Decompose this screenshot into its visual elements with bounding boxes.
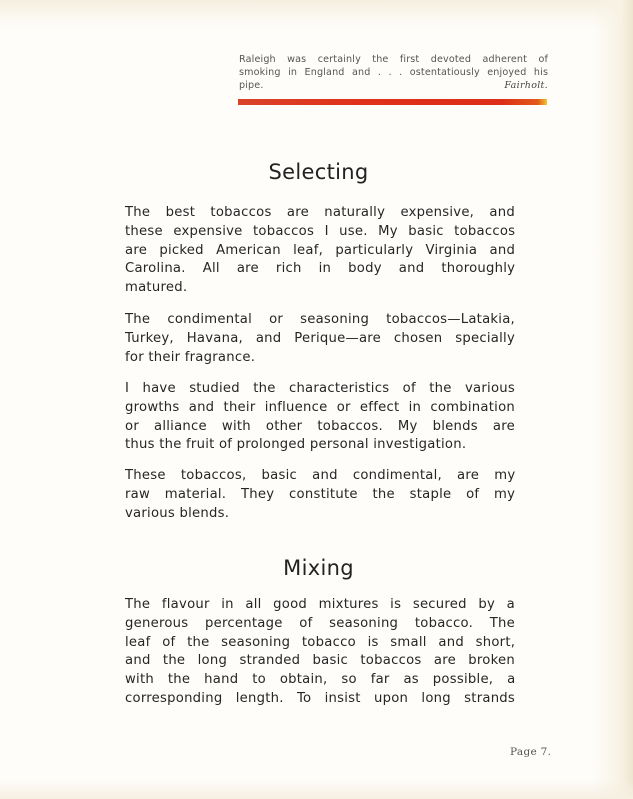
paragraph-line: and the long stranded basic tobaccos are broken [125,653,515,669]
paragraph-line: Turkey, Havana, and Perique—are chosen specially [125,330,515,346]
epigraph-last-line [239,79,548,92]
paragraph [125,467,515,523]
epigraph-line: pipe. [239,80,264,91]
paragraph-line: for their fragrance. [125,349,256,365]
paragraph-line: various blends. [125,505,230,521]
paragraph-line: The best tobaccos are naturally expensive, and [125,205,515,220]
section-heading-selecting: Selecting [268,160,369,184]
paragraph-line: these expensive tobaccos I use. My basic tobaccos [125,223,516,239]
paragraph-line: These tobaccos, basic and condimental, are my [125,468,516,483]
epigraph-line: smoking in England and . . . ostentatiously enjoyed his [239,67,549,78]
paragraph-line: thus the fruit of prolonged personal investigation. [125,437,467,453]
page-number: Page 7. [510,746,552,758]
paragraph-line: The condimental or seasoning tobaccos—Latakia, [125,312,515,327]
paragraph-line: Carolina. All are rich in body and thoroughly [125,261,516,277]
paragraph [125,596,515,709]
paragraph [125,380,515,455]
paragraph-line: generous percentage of seasoning tobacco. The [125,615,515,631]
paragraph-line: leaf of the seasoning tobacco is small and short, [125,634,516,650]
epigraph-attribution: Fairholt. [504,80,548,91]
paragraph-line: are picked American leaf, particularly Virginia and [125,242,516,258]
decorative-rule-bar [238,99,547,105]
paragraph [125,204,515,298]
paper-edge-right [593,0,633,799]
paragraph [125,311,515,367]
paragraph-line: with the hand to obtain, so far as possible, a [125,672,516,688]
epigraph-line: Raleigh was certainly the first devoted adherent of [239,54,548,65]
section-heading-mixing: Mixing [283,556,354,580]
paragraph-line: raw material. They constitute the staple of my [125,486,516,502]
paragraph-line: matured. [125,280,188,296]
epigraph-quote [239,53,548,92]
paragraph-line: growths and their influence or effect in combination [125,399,515,415]
paragraph-line: corresponding length. To insist upon long strands [125,690,516,706]
paragraph-line: The flavour in all good mixtures is secured by a [125,597,515,612]
paragraph-line: or alliance with other tobaccos. My blends are [125,418,515,434]
paper-edge-bottom [0,779,633,799]
paper-edge-top [0,0,633,30]
paragraph-line: I have studied the characteristics of the various [125,381,515,396]
